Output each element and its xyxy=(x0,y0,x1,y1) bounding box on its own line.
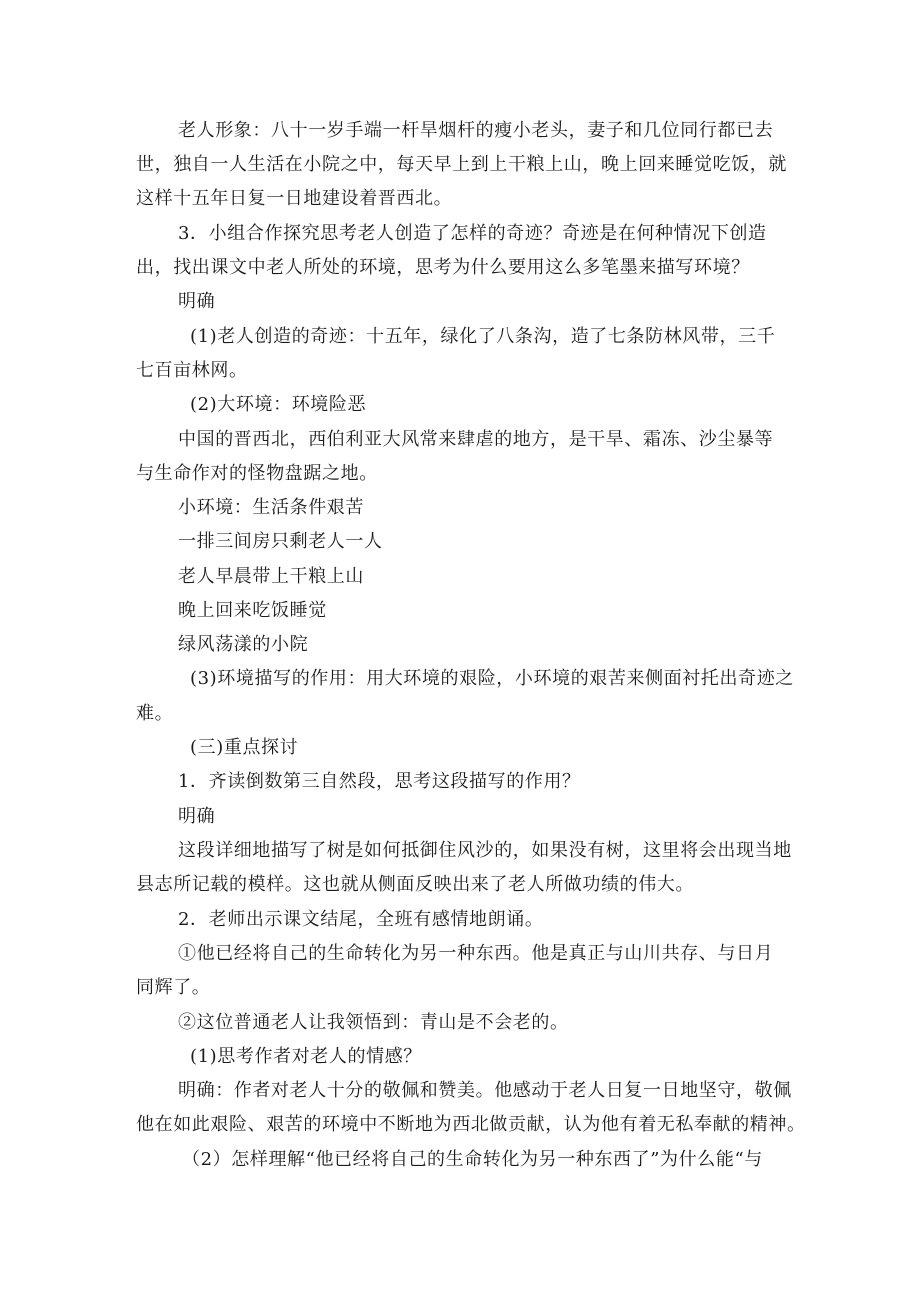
text-line-8: 七百亩林网。 xyxy=(136,360,248,381)
text-line-28: (1)思考作者对老人的情感？ xyxy=(190,1046,422,1067)
text-line-4: 3．小组合作探究思考老人创造了怎样的奇迹？奇迹是在何种情况下创造 xyxy=(178,223,767,244)
text-line-15: 晚上回来吃饭睡觉 xyxy=(178,600,327,621)
text-line-29: 明确：作者对老人十分的敬佩和赞美。他感动于老人日复一日地坚守，敬佩 xyxy=(178,1080,792,1101)
text-line-9: (2)大环境：环境险恶 xyxy=(190,394,367,415)
text-line-5: 出，找出课文中老人所处的环境，思考为什么要用这么多笔墨来描写环境？ xyxy=(136,257,750,278)
text-line-16: 绿风荡漾的小院 xyxy=(178,634,309,655)
text-line-6: 明确 xyxy=(178,291,216,312)
text-line-19: (三)重点探讨 xyxy=(190,737,299,758)
text-line-31: （2）怎样理解“他已经将自己的生命转化为另一种东西了”为什么能“与 xyxy=(182,1149,763,1170)
text-line-22: 这段详细地描写了树是如何抵御住风沙的，如果没有树，这里将会出现当地 xyxy=(178,840,792,861)
text-line-27: ②这位普通老人让我领悟到：青山是不会老的。 xyxy=(178,1012,569,1033)
text-line-13: 一排三间房只剩老人一人 xyxy=(178,531,383,552)
text-line-24: 2．老师出示课文结尾，全班有感情地朗诵。 xyxy=(178,909,544,930)
text-line-11: 与生命作对的怪物盘踞之地。 xyxy=(136,463,378,484)
text-line-20: 1．齐读倒数第三自然段，思考这段描写的作用？ xyxy=(178,771,581,792)
text-line-3: 这样十五年日复一日地建设着晋西北。 xyxy=(136,188,453,209)
text-line-23: 县志所记载的模样。这也就从侧面反映出来了老人所做功绩的伟大。 xyxy=(136,874,694,895)
text-line-21: 明确 xyxy=(178,806,216,827)
text-line-10: 中国的晋西北，西伯利亚大风常来肆虐的地方，是干旱、霜冻、沙尘暴等 xyxy=(178,429,774,450)
text-line-1: 老人形象：八十一岁手端一杆旱烟杆的瘦小老头，妻子和几位同行都已去 xyxy=(178,120,774,141)
text-line-7: (1)老人创造的奇迹：十五年，绿化了八条沟，造了七条防林风带，三千 xyxy=(190,326,776,347)
text-line-26: 同辉了。 xyxy=(136,977,211,998)
text-line-17: (3)环境描写的作用：用大环境的艰险，小环境的艰苦来侧面衬托出奇迹之 xyxy=(190,668,794,689)
text-line-14: 老人早晨带上干粮上山 xyxy=(178,566,364,587)
text-line-30: 他在如此艰险、艰苦的环境中不断地为西北做贡献，认为他有着无私奉献的精神。 xyxy=(136,1114,806,1135)
text-line-12: 小环境：生活条件艰苦 xyxy=(178,497,364,518)
text-line-2: 世，独自一人生活在小院之中，每天早上到上干粮上山，晚上回来睡觉吃饭，就 xyxy=(136,154,787,175)
text-line-25: ①他已经将自己的生命转化为另一种东西。他是真正与山川共存、与日月 xyxy=(178,943,774,964)
text-line-18: 难。 xyxy=(136,703,174,724)
